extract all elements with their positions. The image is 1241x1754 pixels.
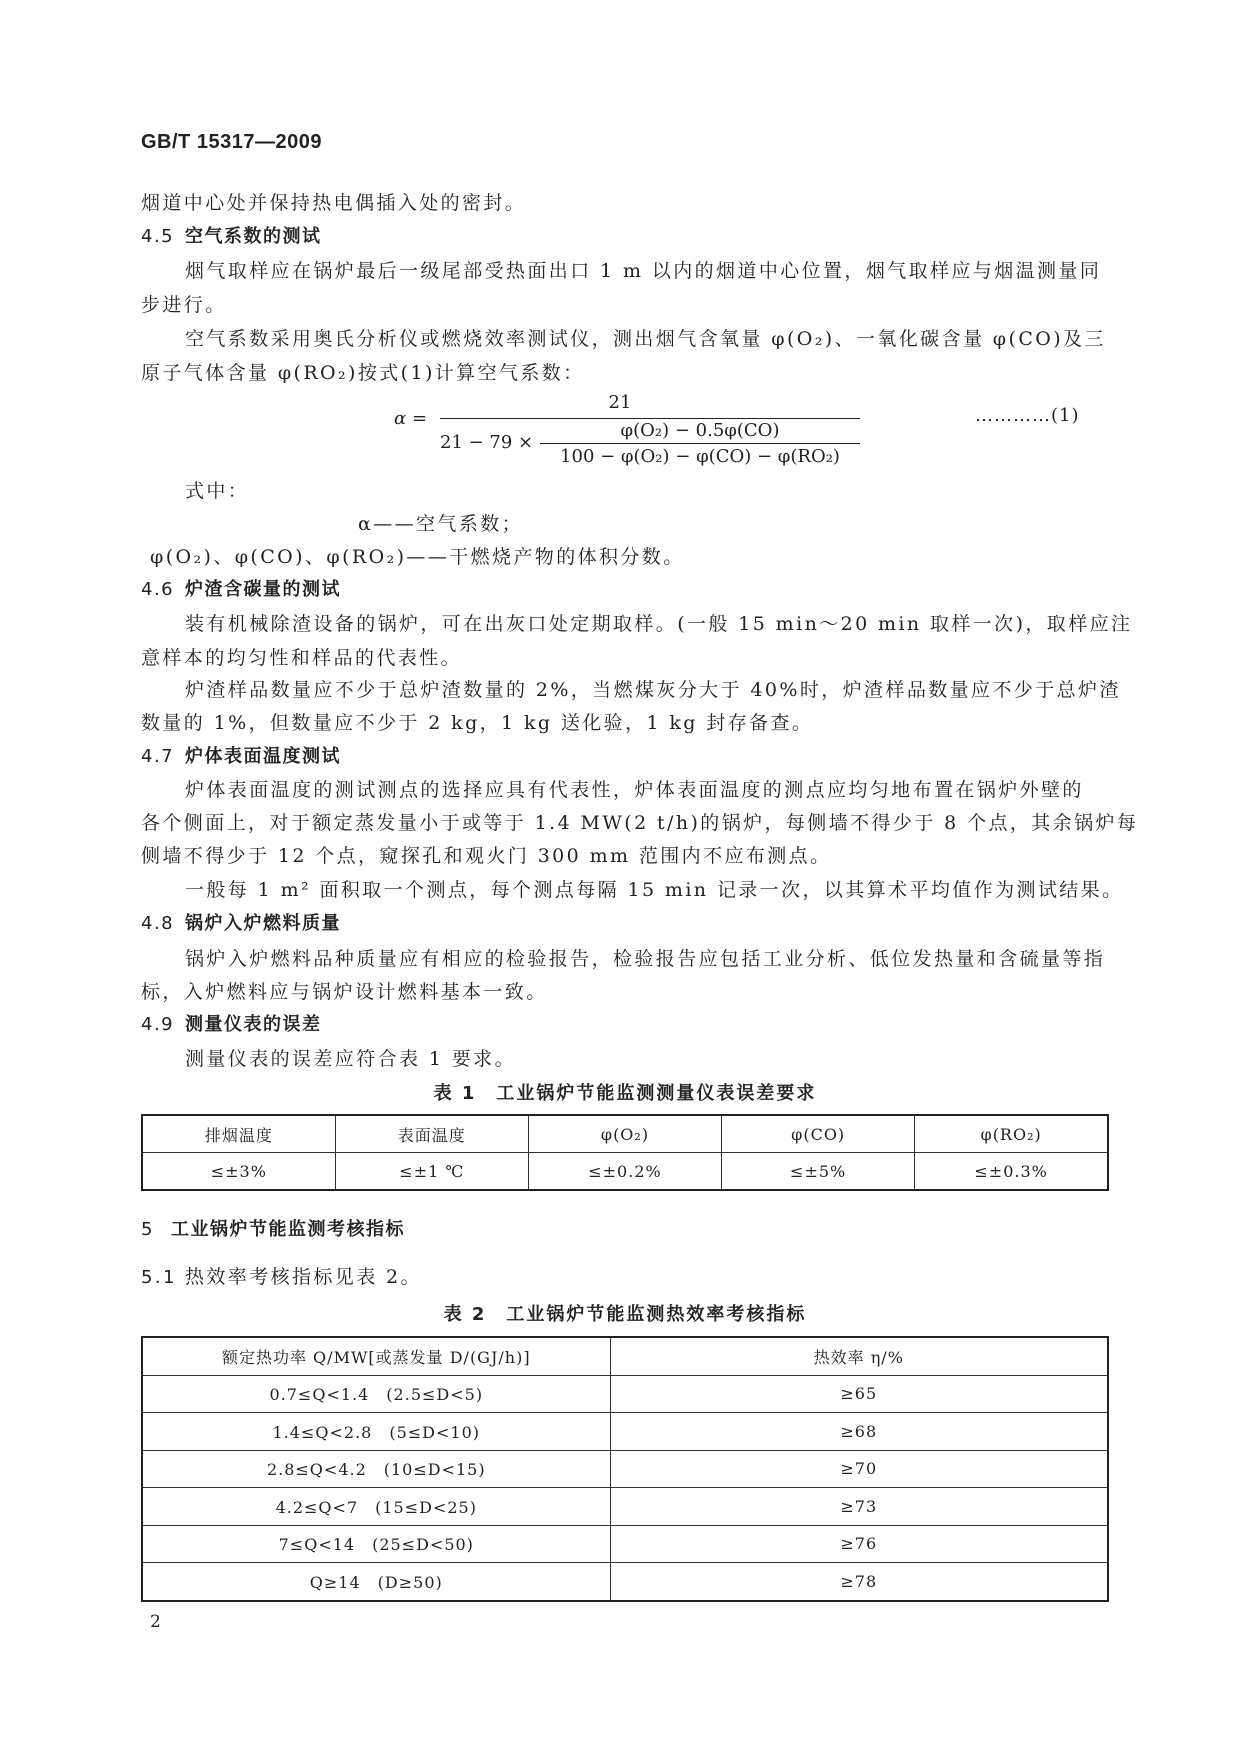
section-heading-4-9 [141, 1012, 1109, 1038]
paragraph-line: 意样本的均匀性和样品的代表性。 [141, 647, 463, 669]
section-number: 4.5 [141, 226, 175, 247]
table-header-cell: φ(RO₂) [915, 1115, 1108, 1153]
definition-phi: φ(O₂)、φ(CO)、φ(RO₂)——干燃烧产物的体积分数。 [150, 546, 685, 568]
table2-caption: 表 2 工业锅炉节能监测热效率考核指标 [443, 1304, 807, 1325]
clause-number: 5.1 [141, 1267, 177, 1288]
clause-text: 热效率考核指标见表 2。 [185, 1266, 422, 1288]
efficiency-cell: ≥76 [610, 1525, 1108, 1563]
rated-capacity-cell: Q≥14 (D≥50) [142, 1563, 610, 1601]
table-header-row [142, 1337, 1108, 1375]
formula-lhs: α [394, 408, 407, 429]
table-row [142, 1563, 1108, 1601]
paragraph-line: 一般每 1 m² 面积取一个测点，每个测点每隔 15 min 记录一次，以其算术平均值作为测试结果。 [185, 879, 1124, 901]
efficiency-cell: ≥65 [610, 1375, 1108, 1413]
definition-alpha: α——空气系数； [358, 513, 524, 535]
efficiency-cell: ≥78 [610, 1563, 1108, 1601]
table-row [142, 1375, 1108, 1413]
equation-number: …………(1) [975, 405, 1080, 426]
table-row [142, 1488, 1108, 1526]
section-title: 工业锅炉节能监测考核指标 [171, 1219, 405, 1240]
section-title: 炉渣含碳量的测试 [185, 579, 341, 600]
paragraph-line: 测量仪表的误差应符合表 1 要求。 [185, 1048, 516, 1070]
table-header-cell: 表面温度 [335, 1115, 528, 1153]
section-heading-4-6 [141, 577, 1109, 603]
rated-capacity-cell: 0.7≤Q<1.4 (2.5≤D<5) [142, 1375, 610, 1413]
paragraph-line: 数量的 1%，但数量应不少于 2 kg，1 kg 送化验，1 kg 封存备查。 [141, 712, 814, 734]
table-row [142, 1450, 1108, 1488]
table-cell: ≤±3% [142, 1153, 335, 1191]
section-number: 5 [141, 1219, 154, 1240]
table-header-cell: φ(O₂) [528, 1115, 721, 1153]
section-heading-4-5 [141, 224, 1109, 250]
paragraph-line: 烟道中心处并保持热电偶插入处的密封。 [141, 192, 527, 214]
paragraph-line: 炉体表面温度的测试测点的选择应具有代表性，炉体表面温度的测点应均匀地布置在锅炉外壁的 [185, 779, 1084, 801]
rated-capacity-cell: 4.2≤Q<7 (15≤D<25) [142, 1488, 610, 1526]
table-header-cell: 排烟温度 [142, 1115, 335, 1153]
table-cell: ≤±5% [722, 1153, 915, 1191]
thermal-efficiency-table [141, 1336, 1109, 1602]
efficiency-cell: ≥70 [610, 1450, 1108, 1488]
section-title: 锅炉入炉燃料质量 [185, 913, 341, 934]
table1-caption: 表 1 工业锅炉节能监测测量仪表误差要求 [433, 1083, 817, 1104]
formula-inner-numerator: φ(O₂) − 0.5φ(CO) [620, 420, 780, 441]
table-header-cell: 额定热功率 Q/MW[或蒸发量 D/(GJ/h)] [142, 1337, 610, 1375]
clause-5-1 [141, 1264, 1109, 1291]
table-row [142, 1153, 1108, 1191]
paragraph-line: 原子气体含量 φ(RO₂)按式(1)计算空气系数： [141, 362, 585, 384]
paragraph-line: 各个侧面上，对于额定蒸发量小于或等于 1.4 MW(2 t/h)的锅炉，每侧墙不得少于 8 个点，其余锅炉每 [141, 812, 1139, 834]
table-cell: ≤±1 ℃ [335, 1153, 528, 1191]
paragraph-line: 炉渣样品数量应不少于总炉渣数量的 2%，当燃煤灰分大于 40%时，炉渣样品数量应不少于总炉渣 [185, 679, 1121, 701]
section-title: 测量仪表的误差 [185, 1014, 322, 1035]
rated-capacity-cell: 7≤Q<14 (25≤D<50) [142, 1525, 610, 1563]
formula-numerator: 21 [608, 392, 632, 413]
table-header-row [142, 1115, 1108, 1153]
fraction-bar [440, 418, 860, 419]
section-heading-4-8 [141, 911, 1109, 937]
table-header-cell: 热效率 η/% [610, 1337, 1108, 1375]
table-cell: ≤±0.2% [528, 1153, 721, 1191]
section-number: 4.9 [141, 1014, 175, 1035]
where-label: 式中： [185, 480, 250, 502]
formula-inner-denominator: 100 − φ(O₂) − φ(CO) − φ(RO₂) [560, 446, 840, 467]
section-title: 炉体表面温度测试 [185, 746, 341, 767]
fraction-bar [540, 443, 860, 444]
paragraph-line: 标，入炉燃料应与锅炉设计燃料基本一致。 [141, 981, 548, 1003]
rated-capacity-cell: 1.4≤Q<2.8 (5≤D<10) [142, 1413, 610, 1451]
table-header-cell: φ(CO) [722, 1115, 915, 1153]
section-number: 4.8 [141, 913, 175, 934]
paragraph-line: 烟气取样应在锅炉最后一级尾部受热面出口 1 m 以内的烟道中心位置，烟气取样应与烟温测量同 [185, 260, 1102, 282]
efficiency-cell: ≥73 [610, 1488, 1108, 1526]
document-id: GB/T 15317—2009 [141, 131, 322, 153]
table-row [142, 1413, 1108, 1451]
paragraph-line: 侧墙不得少于 12 个点，窥探孔和观火门 300 mm 范围内不应布测点。 [141, 845, 832, 867]
paragraph-line: 步进行。 [141, 294, 227, 316]
table-row [142, 1525, 1108, 1563]
section-number: 4.7 [141, 746, 175, 767]
paragraph-line: 锅炉入炉燃料品种质量应有相应的检验报告，检验报告应包括工业分析、低位发热量和含硫量等指 [185, 948, 1106, 970]
instrument-error-table [141, 1114, 1109, 1191]
formula-equals: = [412, 408, 428, 429]
efficiency-cell: ≥68 [610, 1413, 1108, 1451]
page-number: 2 [150, 1612, 161, 1632]
section-number: 4.6 [141, 579, 175, 600]
paragraph-line: 装有机械除渣设备的锅炉，可在出灰口处定期取样。(一般 15 min～20 min 取样一次)，取样应注 [185, 613, 1133, 635]
formula-denominator-prefix: 21 − 79 × [440, 432, 534, 453]
section-heading-4-7 [141, 744, 1109, 770]
air-coefficient-formula [390, 392, 860, 472]
paragraph-line: 空气系数采用奥氏分析仪或燃烧效率测试仪，测出烟气含氧量 φ(O₂)、一氧化碳含量 φ(CO)及三 [185, 328, 1106, 350]
section-title: 空气系数的测试 [185, 226, 322, 247]
table-cell: ≤±0.3% [915, 1153, 1108, 1191]
rated-capacity-cell: 2.8≤Q<4.2 (10≤D<15) [142, 1450, 610, 1488]
section-heading-5 [141, 1217, 1109, 1243]
